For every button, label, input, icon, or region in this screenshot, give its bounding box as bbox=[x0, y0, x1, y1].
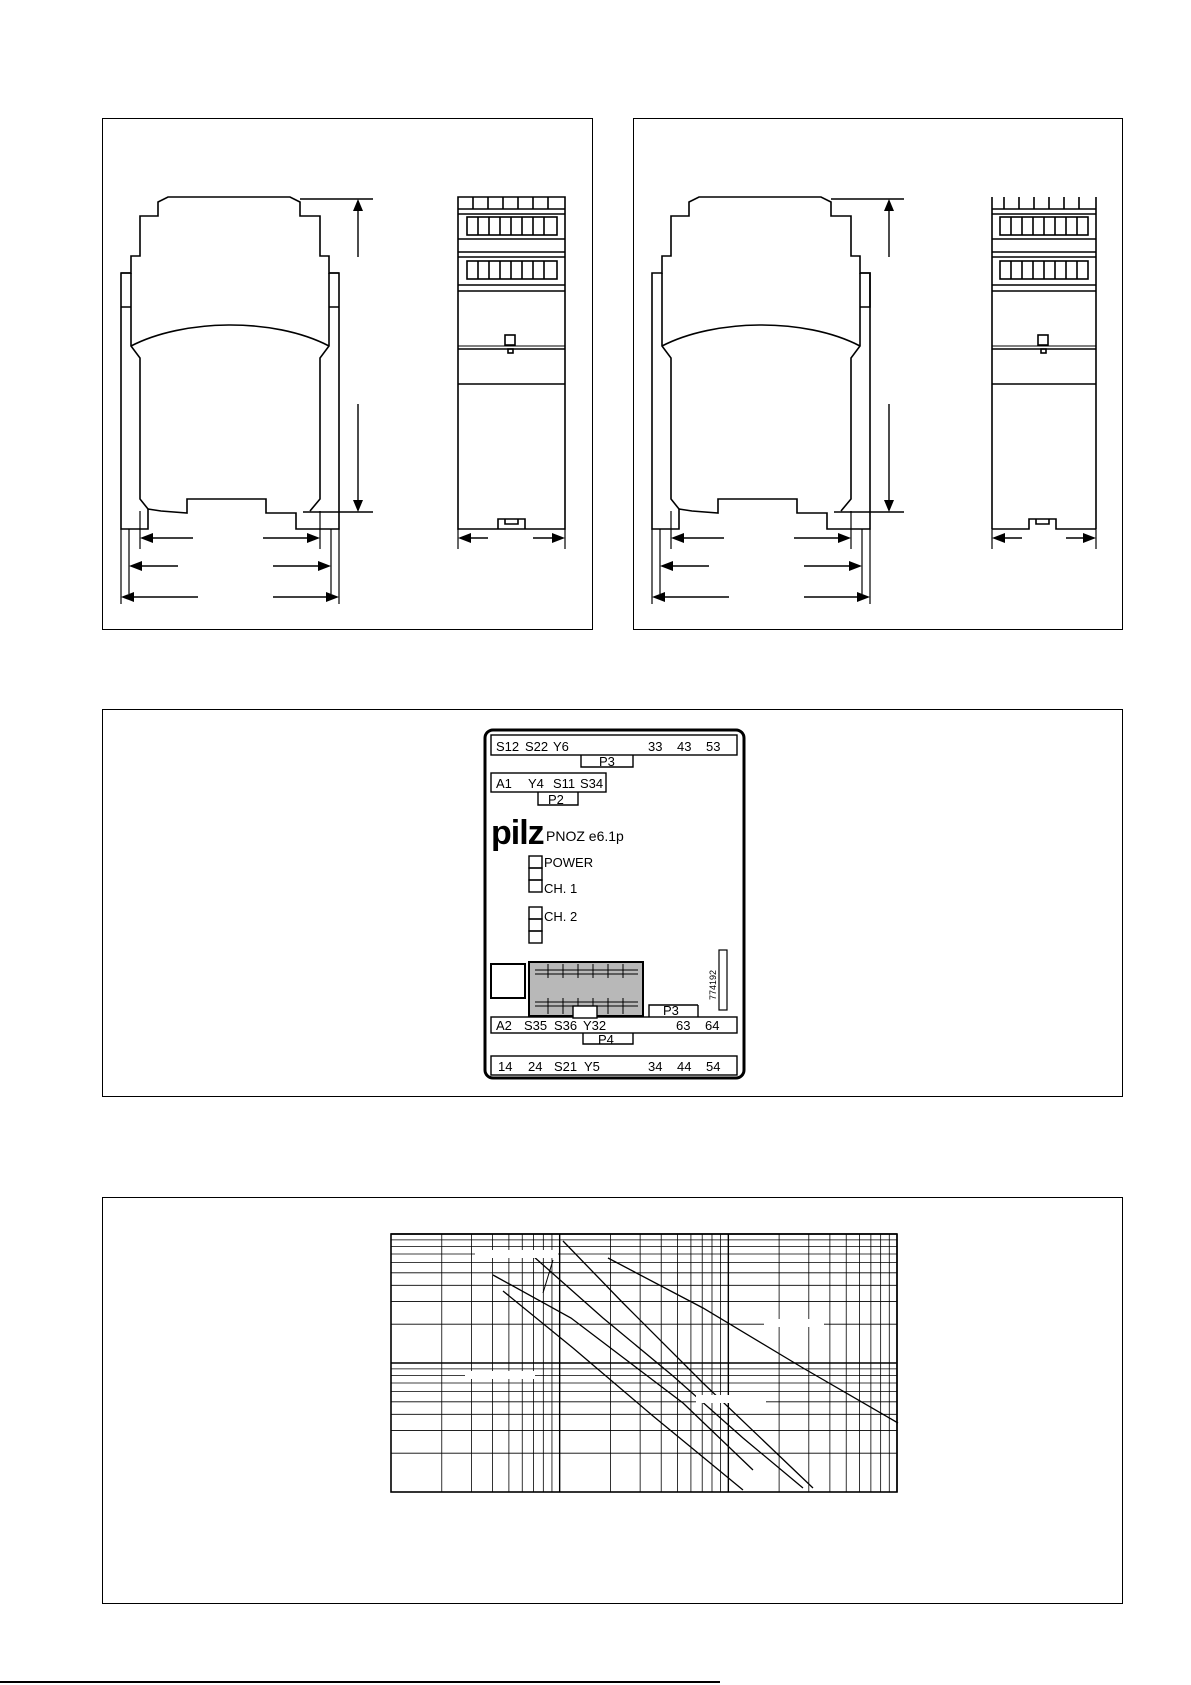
plug-label-p4: P4 bbox=[598, 1032, 614, 1047]
plug-label-p3-top: P3 bbox=[599, 754, 615, 769]
device-model: PNOZ e6.1p bbox=[546, 828, 624, 844]
terminal-label: 54 bbox=[706, 1059, 721, 1074]
dimension-drawing-b-svg bbox=[634, 119, 1124, 631]
terminal-label: S35 bbox=[524, 1018, 548, 1033]
terminal-label: 33 bbox=[648, 739, 663, 754]
footer-rule bbox=[0, 1681, 720, 1683]
service-life-graph-panel bbox=[102, 1197, 1123, 1604]
terminal-label: S21 bbox=[554, 1059, 578, 1074]
pilz-logo: pilz bbox=[491, 814, 544, 852]
dimension-drawing-spring-terminals bbox=[633, 118, 1123, 630]
led-label-ch2: CH. 2 bbox=[544, 909, 578, 924]
terminal-label: 63 bbox=[676, 1018, 691, 1033]
terminal-label: 14 bbox=[498, 1059, 513, 1074]
dimension-drawing-a-svg bbox=[103, 119, 594, 631]
terminal-label: S22 bbox=[525, 739, 549, 754]
log-grid bbox=[391, 1234, 897, 1492]
terminal-label: Y32 bbox=[583, 1018, 607, 1033]
terminal-label: 43 bbox=[677, 739, 692, 754]
terminal-label: 64 bbox=[705, 1018, 720, 1033]
terminal-label: A1 bbox=[496, 776, 512, 791]
terminal-label: A2 bbox=[496, 1018, 512, 1033]
terminal-label: S36 bbox=[554, 1018, 578, 1033]
terminal-label: 53 bbox=[706, 739, 721, 754]
led-label-power: POWER bbox=[544, 855, 594, 870]
terminal-label: Y5 bbox=[584, 1059, 600, 1074]
terminal-label: S34 bbox=[580, 776, 604, 791]
terminal-label: S12 bbox=[496, 739, 520, 754]
terminal-label: Y4 bbox=[528, 776, 544, 791]
terminal-label: 24 bbox=[528, 1059, 543, 1074]
terminal-label: S11 bbox=[553, 776, 576, 791]
front-view-panel bbox=[102, 709, 1123, 1097]
terminal-label: 44 bbox=[677, 1059, 692, 1074]
terminal-label: 34 bbox=[648, 1059, 663, 1074]
service-life-graph-svg bbox=[103, 1198, 1124, 1605]
led-label-ch1: CH. 1 bbox=[544, 881, 578, 896]
front-view-svg bbox=[103, 710, 1124, 1098]
plug-label-p3-lower: P3 bbox=[663, 1003, 679, 1018]
plug-label-p2: P2 bbox=[548, 792, 564, 807]
plug-in-connector bbox=[529, 962, 643, 1018]
terminal-label: Y6 bbox=[553, 739, 569, 754]
characteristic-curves bbox=[493, 1241, 898, 1490]
part-number: 774192 bbox=[708, 969, 718, 1000]
dimension-drawing-screw-terminals bbox=[102, 118, 593, 630]
